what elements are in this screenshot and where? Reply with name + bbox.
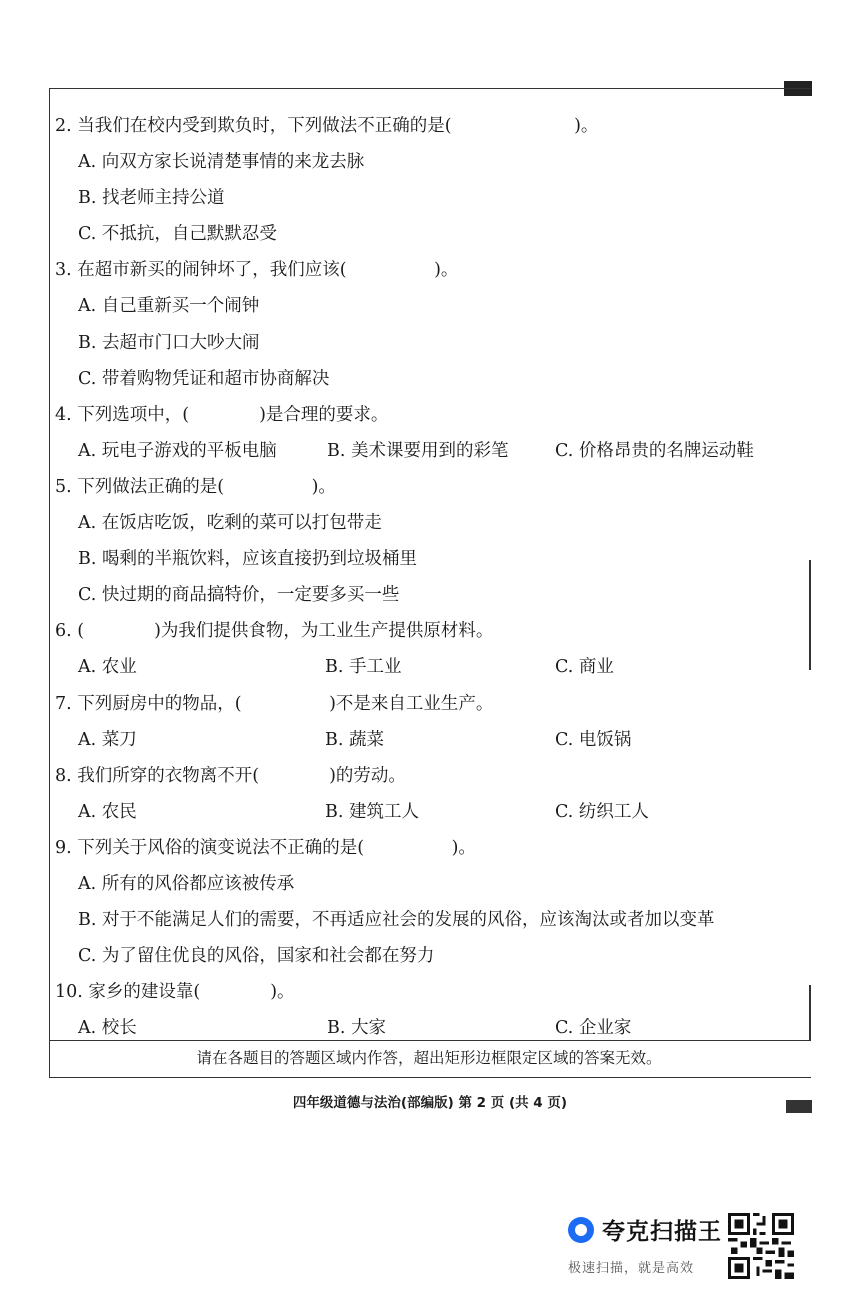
question-stem: 2. 当我们在校内受到欺负时，下列做法不正确的是( )。 <box>55 116 599 136</box>
question-option: A. 农民 <box>78 801 137 822</box>
question-stem: 5. 下列做法正确的是( )。 <box>55 476 336 497</box>
question-option: A. 自己重新买一个闹钟 <box>78 296 260 317</box>
question-stem: 3. 在超市新买的闹钟坏了，我们应该( )。 <box>55 260 459 281</box>
question-option: A. 所有的风俗都应该被传承 <box>78 873 295 894</box>
question-option: C. 带着购物凭证和超市协商解决 <box>78 368 330 389</box>
question-option: A. 校长 <box>78 1018 137 1039</box>
question-option: B. 美术课要用到的彩笔 <box>327 440 509 461</box>
question-option: C. 纺织工人 <box>555 801 649 822</box>
notice-divider <box>49 1040 811 1041</box>
question-option: C. 企业家 <box>555 1018 632 1039</box>
question-option: C. 快过期的商品搞特价，一定要多买一些 <box>78 585 400 606</box>
question-option: B. 找老师主持公道 <box>78 188 225 209</box>
question-option: C. 不抵抗，自己默默忍受 <box>78 224 277 245</box>
registration-mark-bottom <box>786 1100 812 1113</box>
qr-code-icon <box>728 1213 794 1279</box>
question-stem: 8. 我们所穿的衣物离不开( )的劳动。 <box>55 765 406 786</box>
question-option: A. 在饭店吃饭，吃剩的菜可以打包带走 <box>78 513 382 534</box>
question-list <box>55 108 805 1046</box>
question-option: B. 喝剩的半瓶饮料，应该直接扔到垃圾桶里 <box>78 549 417 570</box>
question-stem: 9. 下列关于风俗的演变说法不正确的是( )。 <box>55 837 476 858</box>
watermark-slogan: 极速扫描，就是高效 <box>568 1261 695 1276</box>
answer-region-right-edge <box>809 985 811 1040</box>
question-options-row <box>55 794 805 830</box>
question-option: B. 对于不能满足人们的需要，不再适应社会的发展的风俗，应该淘汰或者加以变革 <box>78 910 715 931</box>
answer-region-right-edge <box>809 560 811 670</box>
question-options-row <box>55 722 805 758</box>
scanner-watermark <box>568 1213 796 1285</box>
question-stem: 7. 下列厨房中的物品，( )不是来自工业生产。 <box>55 693 494 714</box>
question-option: B. 大家 <box>327 1018 386 1039</box>
question-options-row <box>55 1010 805 1046</box>
question-option: A. 农业 <box>78 657 137 678</box>
question-option: A. 菜刀 <box>78 729 137 750</box>
page-footer: 四年级道德与法治(部编版) 第 2 页 (共 4 页) <box>292 1095 568 1111</box>
question-option: B. 蔬菜 <box>325 729 384 750</box>
question-option: B. 去超市门口大吵大闹 <box>78 332 260 353</box>
question-option: C. 电饭锅 <box>555 729 632 750</box>
quark-logo-icon <box>568 1217 594 1243</box>
answer-area-notice: 请在各题目的答题区域内作答，超出矩形边框限定区域的答案无效。 <box>196 1049 662 1067</box>
question-options-row <box>55 433 805 469</box>
question-stem: 10. 家乡的建设靠( )。 <box>55 982 295 1003</box>
question-stem: 4. 下列选项中，( )是合理的要求。 <box>55 404 389 425</box>
question-stem: 6. ( )为我们提供食物，为工业生产提供原材料。 <box>55 621 494 642</box>
question-option: C. 为了留住优良的风俗，国家和社会都在努力 <box>78 946 435 967</box>
question-options-row <box>55 649 805 685</box>
watermark-brand: 夸克扫描王 <box>602 1219 722 1245</box>
question-option: A. 向双方家长说清楚事情的来龙去脉 <box>78 152 365 173</box>
question-option: C. 商业 <box>555 657 614 678</box>
question-option: C. 价格昂贵的名牌运动鞋 <box>555 440 754 461</box>
question-option: B. 建筑工人 <box>325 801 419 822</box>
question-option: A. 玩电子游戏的平板电脑 <box>78 440 277 461</box>
question-option: B. 手工业 <box>325 657 402 678</box>
